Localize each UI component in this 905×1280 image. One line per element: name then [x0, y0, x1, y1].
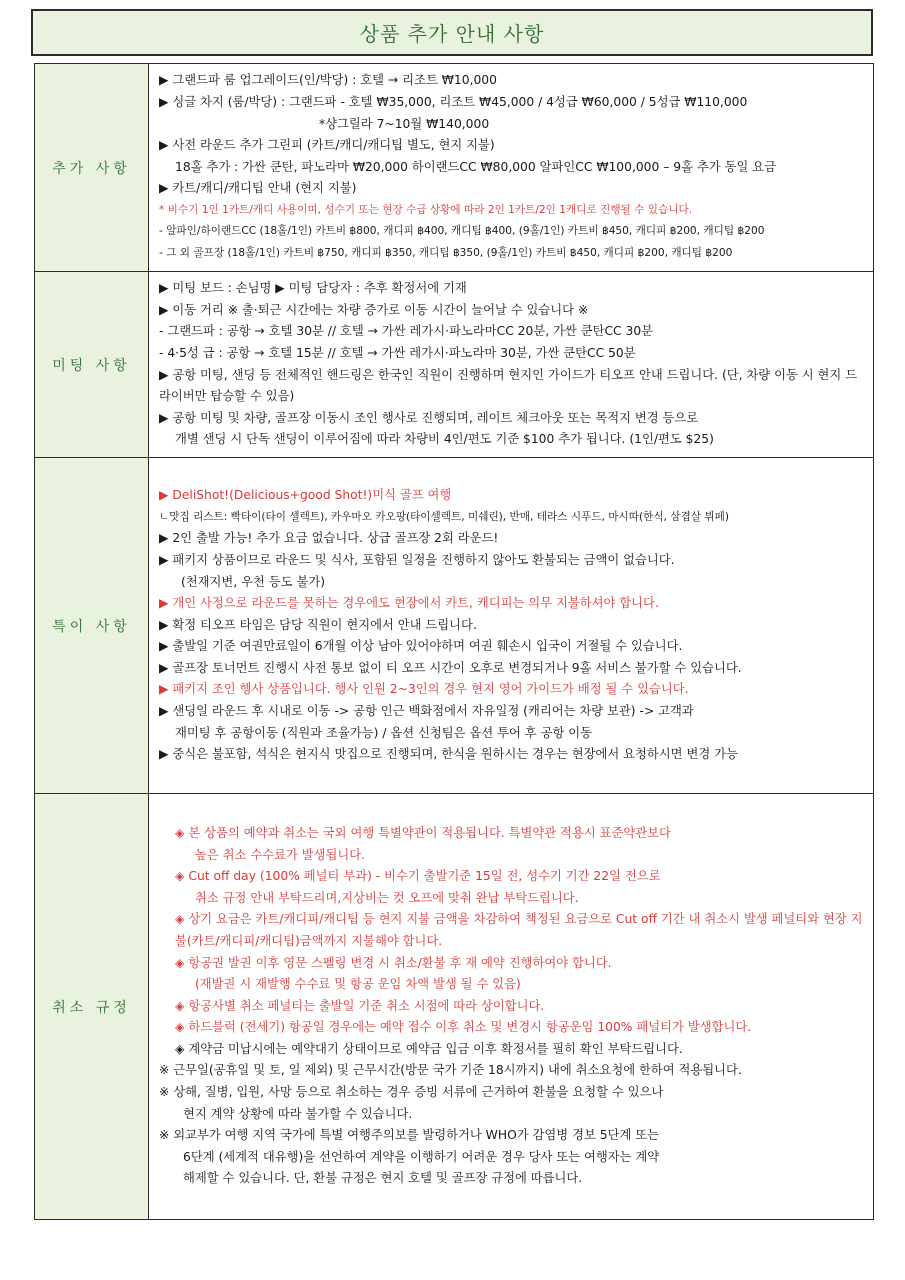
list-item: ▶ 그랜드파 룸 업그레이드(인/박당) : 호텔 → 리조트 ₩10,000	[159, 73, 497, 88]
section-row-cancel	[35, 794, 874, 1220]
list-item: ▶ 중식은 불포함, 석식은 현지식 맛집으로 진행되며, 한식을 원하시는 경우는 현장에서 요청하시면 변경 가능	[159, 747, 738, 762]
title-banner	[31, 9, 873, 56]
list-item: ▶ 공항 미팅 및 차량, 골프장 이동시 조인 행사로 진행되며, 레이트 체크아웃 또는 목적지 변경 등으로	[159, 410, 699, 425]
list-item: ▶ 이동 거리 ※ 출·퇴근 시간에는 차량 증가로 이동 시간이 늘어날 수 있습니다 ※	[159, 302, 589, 317]
section-content-extra	[149, 64, 874, 272]
page-title: 상품 추가 안내 사항	[359, 22, 545, 46]
info-table	[34, 63, 874, 1220]
list-item: ㄴ맛집 리스트: 빡타이(타이 셀렉트), 카우마오 카오팡(타이셀렉트, 미쉐린), 반매, 테라스 시푸드, 마시따(한식, 삼겹살 뷔페)	[159, 510, 729, 523]
list-item: ▶ 골프장 토너먼트 진행시 사전 통보 없이 티 오프 시간이 오후로 변경되거나 9홀 서비스 불가할 수 있습니다.	[159, 660, 742, 675]
list-item: 해제할 수 있습니다. 단, 환불 규정은 현지 호텔 및 골프장 규정에 따릅니다.	[183, 1171, 583, 1186]
list-item: 재미팅 후 공항이동 (직원과 조율가능) / 옵션 신청팀은 옵션 투어 후 공항 이동	[175, 725, 593, 740]
list-item: ▶ 싱글 차지 (룸/박당) : 그랜드파 - 호텔 ₩35,000, 리조트 ₩45,000 / 4성급 ₩60,000 / 5성급 ₩110,000	[159, 94, 748, 109]
list-item: ▶ 샌딩일 라운드 후 시내로 이동 -> 공항 인근 백화점에서 자유일정 (캐리어는 차량 보관) -> 고객과	[159, 704, 694, 719]
list-item: ▶ 공항 미팅, 샌딩 등 전체적인 핸드링은 한국인 직원이 진행하며 현지인 가이드가 티오프 안내 드립니다. (단, 차량 이동 시 현지 드라이버만 탑승할 수 있음)	[159, 367, 858, 404]
list-item: ◈ Cut off day (100% 페널티 부과) - 비수기 출발기준 15일 전, 성수기 기간 22일 전으로	[175, 869, 661, 884]
list-item: ※ 상해, 질병, 입원, 사망 등으로 취소하는 경우 증빙 서류에 근거하여 환불을 요청할 수 있으나	[159, 1085, 664, 1100]
list-item: ▶ 사전 라운드 추가 그린피 (카트/캐디/캐디팁 별도, 현지 지불)	[159, 138, 495, 153]
section-label-extra: 추가 사항	[35, 64, 149, 272]
list-item: ◈ 본 상품의 예약과 취소는 국외 여행 특별약관이 적용됩니다. 특별약관 적용시 표준약관보다	[175, 825, 671, 840]
list-item: ▶ DeliShot!(Delicious+good Shot!)미식 골프 여행	[159, 488, 452, 503]
list-item: ▶ 2인 출발 가능! 추가 요금 없습니다. 상급 골프장 2회 라운드!	[159, 531, 499, 546]
section-row-meeting	[35, 272, 874, 458]
list-item: 개별 샌딩 시 단독 샌딩이 이루어짐에 따라 차량비 4인/편도 기준 $100 추가 됩니다. (1인/편도 $25)	[175, 432, 714, 447]
list-item: 18홀 추가 : 가싼 쿤탄, 파노라마 ₩20,000 하이랜드CC ₩80,000 알파인CC ₩100,000 – 9홀 추가 동일 요금	[175, 159, 777, 174]
list-item: *샹그릴라 7~10월 ₩140,000	[319, 116, 490, 131]
section-row-extra	[35, 64, 874, 272]
section-label-special: 특이 사항	[35, 458, 149, 794]
list-item: ▶ 출발일 기준 여권만료일이 6개월 이상 남아 있어야하며 여권 훼손시 입국이 거절될 수 있습니다.	[159, 639, 683, 654]
list-item: ◈ 계약금 미납시에는 예약대기 상태이므로 예약금 입금 이후 확정서를 필히 확인 부탁드립니다.	[175, 1041, 683, 1056]
list-item: 6단계 (세계적 대유행)을 선언하여 계약을 이행하기 어려운 경우 당사 또는 여행자는 계약	[183, 1149, 660, 1164]
section-content-meeting	[149, 272, 874, 458]
list-item: ▶ 카트/캐디/캐디팁 안내 (현지 지불)	[159, 181, 357, 196]
list-item: * 비수기 1인 1카트/캐디 사용이며, 성수기 또는 현장 수급 상황에 따라 2인 1카트/2인 1캐디로 진행될 수 있습니다.	[159, 203, 693, 216]
list-item: (천재지변, 우천 등도 불가)	[181, 574, 326, 589]
list-item: - 알파인/하이랜드CC (18홀/1인) 카트비 ฿800, 캐디피 ฿400, 캐디팁 ฿400, (9홀/1인) 카트비 ฿450, 캐디피 ฿200, 캐디팁 ฿200	[159, 225, 765, 238]
list-item: - 그랜드파 : 공항 → 호텔 30분 // 호텔 → 가싼 레가시·파노라마CC 20분, 가싼 쿤탄CC 30분	[159, 324, 654, 339]
list-item: ▶ 패키지 조인 행사 상품입니다. 행사 인원 2~3인의 경우 현지 영어 가이드가 배정 될 수 있습니다.	[159, 682, 689, 697]
list-item: ※ 근무일(공휴일 및 토, 일 제외) 및 근무시간(방문 국가 기준 18시까지) 내에 취소요청에 한하여 적용됩니다.	[159, 1063, 742, 1078]
section-label-cancel: 취소 규정	[35, 794, 149, 1220]
section-content-special	[149, 458, 874, 794]
list-item: (재발권 시 재발행 수수료 및 항공 운임 차액 발생 될 수 있음)	[195, 977, 521, 992]
list-item: - 그 외 골프장 (18홀/1인) 카트비 ฿750, 캐디피 ฿350, 캐디팁 ฿350, (9홀/1인) 카트비 ฿450, 캐디피 ฿200, 캐디팁 ฿200	[159, 247, 733, 260]
list-item: 높은 취소 수수료가 발생됩니다.	[195, 847, 366, 862]
list-item: - 4·5성 급 : 공항 → 호텔 15분 // 호텔 → 가싼 레가시·파노라마 30분, 가싼 쿤탄CC 50분	[159, 345, 636, 360]
section-row-special	[35, 458, 874, 794]
list-item: ◈ 항공사별 취소 페널티는 출발일 기준 취소 시점에 따라 상이합니다.	[175, 998, 545, 1013]
list-item: ◈ 하드블럭 (전세기) 항공일 경우에는 예약 접수 이후 취소 및 변경시 항공운임 100% 패널티가 발생합니다.	[175, 1020, 752, 1035]
list-item: ▶ 미팅 보드 : 손님명 ▶ 미팅 담당자 : 추후 확정서에 기재	[159, 281, 467, 296]
list-item: ▶ 확정 티오프 타임은 담당 직원이 현지에서 안내 드립니다.	[159, 617, 477, 632]
list-item: ※ 외교부가 여행 지역 국가에 특별 여행주의보를 발령하거나 WHO가 감염병 경보 5단계 또는	[159, 1128, 659, 1143]
list-item: 취소 규정 안내 부탁드리며,지상비는 컷 오프에 맞춰 완납 부탁드립니다.	[195, 890, 579, 905]
list-item: ◈ 항공권 발권 이후 영문 스펠링 변경 시 취소/환불 후 재 예약 진행하여야 합니다.	[175, 955, 612, 970]
list-item: 현지 계약 상황에 따라 불가할 수 있습니다.	[183, 1106, 413, 1121]
list-item: ▶ 개인 사정으로 라운드를 못하는 경우에도 현장에서 카트, 캐디피는 의무 지불하셔야 합니다.	[159, 596, 659, 611]
section-label-meeting: 미팅 사항	[35, 272, 149, 458]
list-item: ▶ 패키지 상품이므로 라운드 및 식사, 포함된 일정을 진행하지 않아도 환불되는 금액이 없습니다.	[159, 552, 675, 567]
list-item: ◈ 상기 요금은 카트/캐디피/캐디팁 등 현지 지불 금액을 차감하여 책정된 요금으로 Cut off 기간 내 취소시 발생 페널티와 현장 지불(카트/캐디피/캐디팁)금액까지 지불해야 합니다.	[175, 912, 863, 948]
section-content-cancel	[149, 794, 874, 1220]
